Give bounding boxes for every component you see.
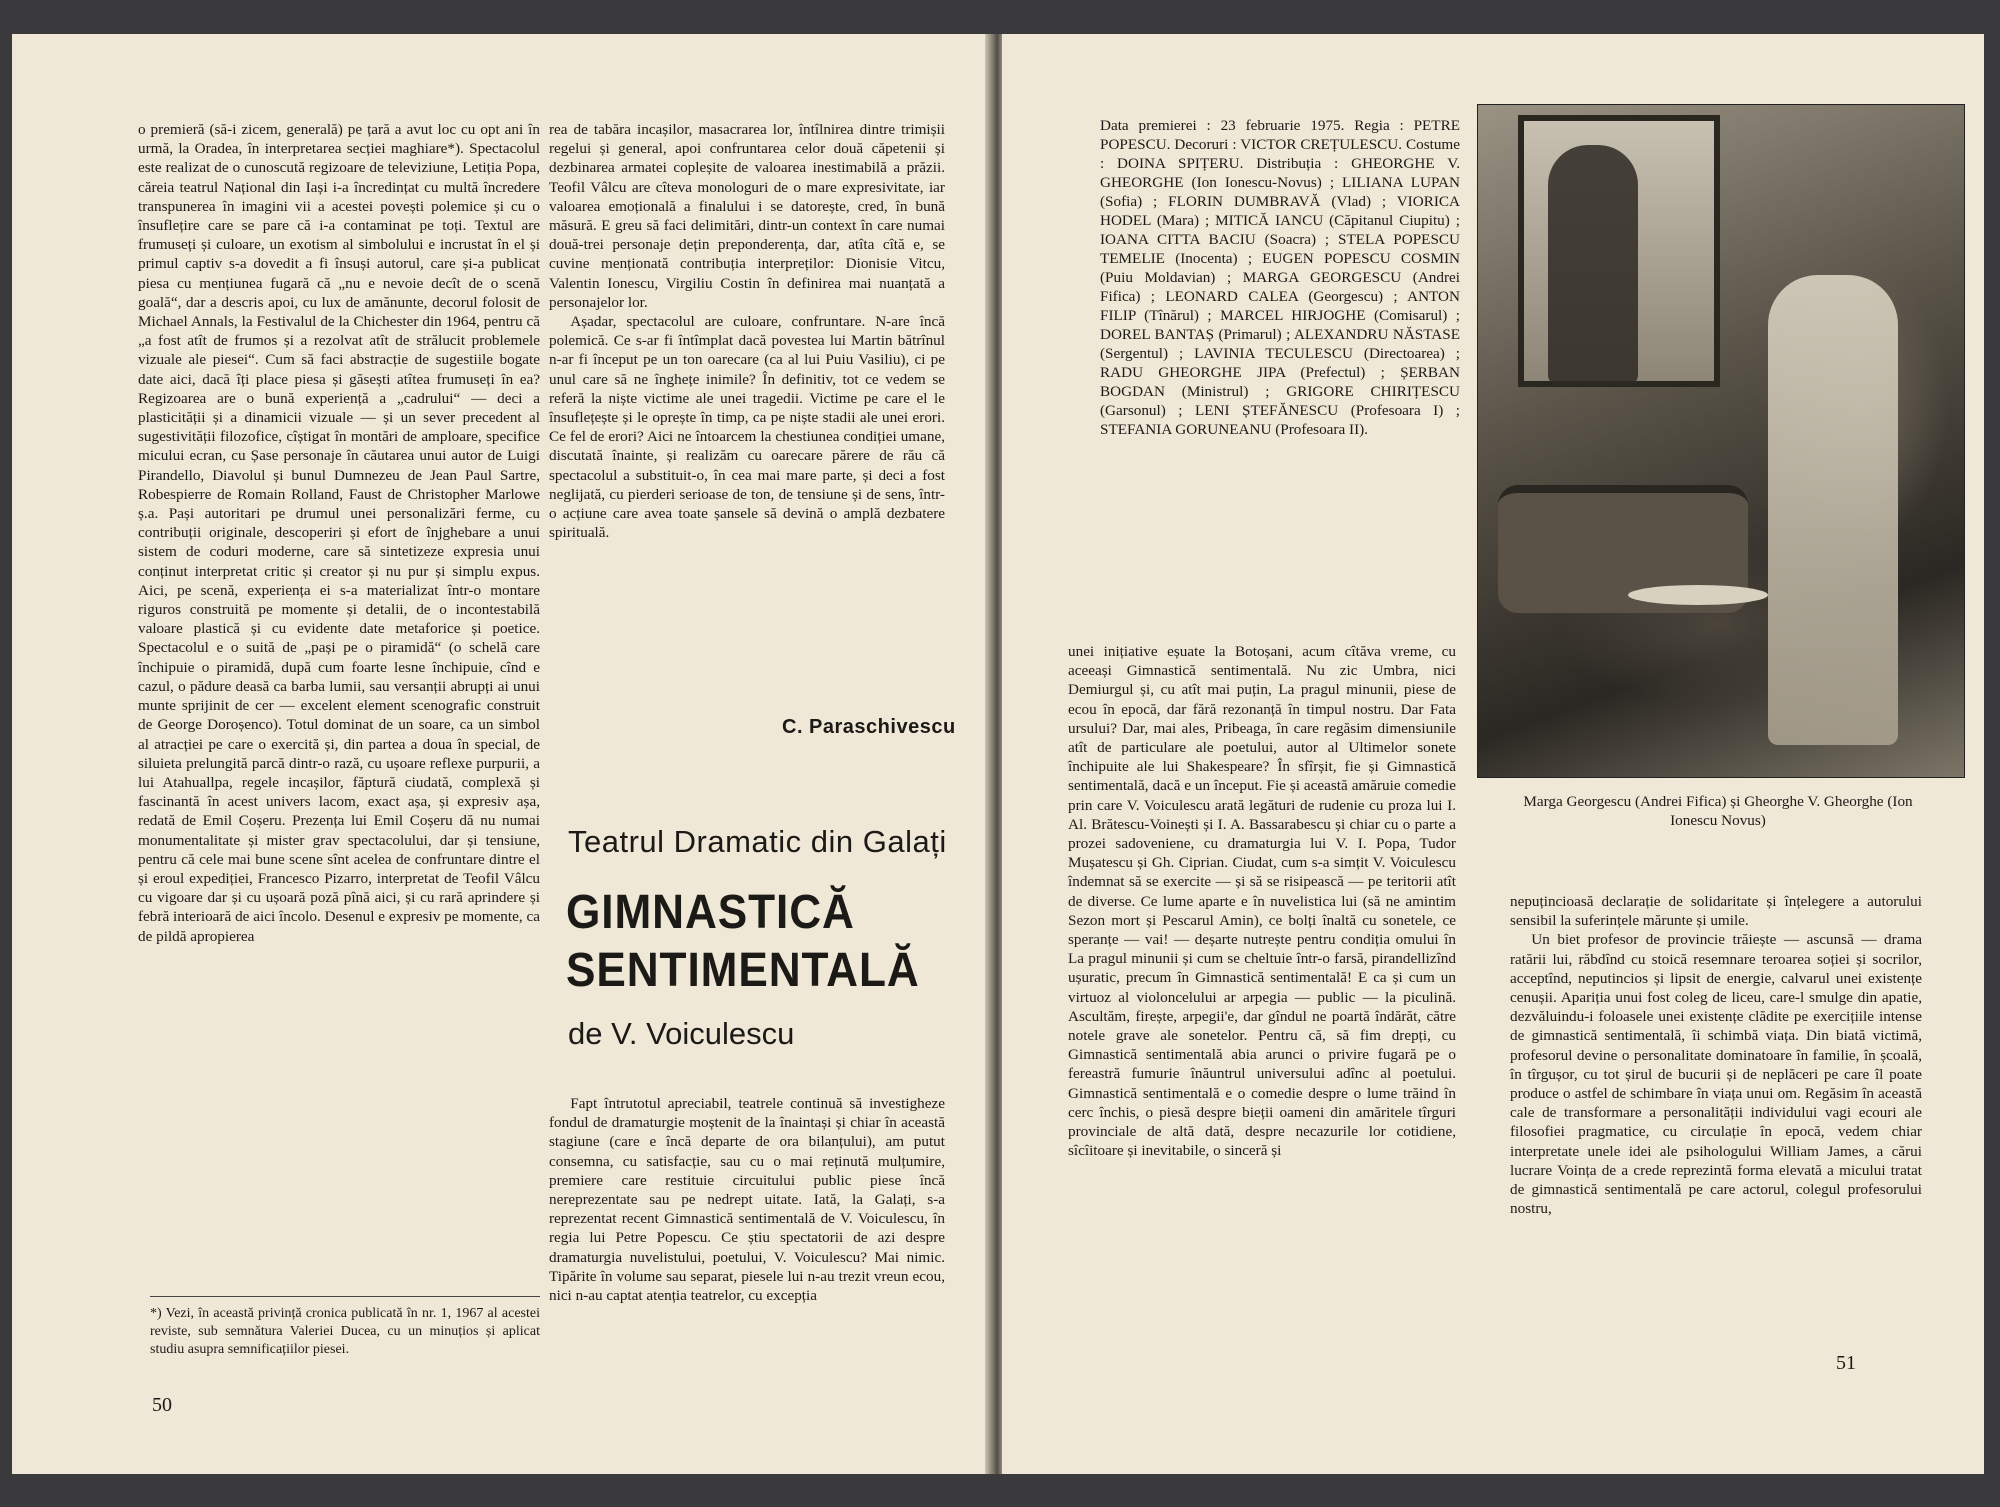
review-signature: C. Paraschivescu	[782, 716, 956, 738]
left-col-3	[549, 1094, 945, 1305]
paragraph: unei inițiative eșuate la Botoșani, acum cîtăva vreme, cu aceeași Gimnastică sentimentală. Nu zic Umbra, nici Demiurgul și, cu atît mai puțin, La pragul minunii, piese de ecou în epocă, dar fără rezonanță în timpul nostru. Dar Fata ursului? Dar, mai ales, Pribeaga, în care regăsim dimensiunile atît de particulare ale poetului, autor al Ultimelor sonete închipuite ale lui Shakespeare? În sfîrșit, fie și Gimnastică sentimentală, dacă e un început. Fie și această amăruie comedie prin care V. Voiculescu arată legături de rudenie cu proza lui I. Al. Brătescu-Voinești și I. A. Bassarabescu și chiar cu o parte a prozei sadoveniene, cu dramaturgia lui V. I. Popa, Tudor Mușatescu și Gh. Ciprian. Ciudat, cum s-a simțit V. Voiculescu îndemnat să se exercite — și să se risipească — pe teritorii atît de diverse. Ce lume aparte e în nuvelistica lui (să ne amintim Sezon mort și Pescarul Amin), ce bolți înaltă cu sonetele, ce speranțe — vai! — deșarte nutrește pentru condiția omului în La pragul minunii și cum se cheltuie într-o farsă, pirandellizînd ușuratic, precum în Gimnastică sentimentală! E ca și cum un virtuoz al violoncelului ar arpegia — public — la piculină. Ascultăm, firește, arpegii'e, dar gîndul ne poartă îndărăt, către notele grave ale sonetelor. Pentru că, să fim drepți, cu Gimnastică sentimentală abia arunci o privire fugară pe o fereastră fumurie înăuntrul universului adînc al poetului. Gimnastică sentimentală e o comedie despre o lume trăind în cerc închis, o piesă despre bieții oameni din amăritele tîrguri provinciale de altă dată, despre necazurile lor cotidiene, sîcîitoare și inevitabile, o sinceră și	[1068, 643, 1456, 1160]
footnote: *) Vezi, în această privință cronica publicată în nr. 1, 1967 al acestei reviste, sub semnătura Valeriei Ducea, cu un minuțios și aplicat studiu asupra semnificațiilor piesei.	[150, 1296, 540, 1359]
page-number-left: 50	[152, 1394, 172, 1416]
right-col-2	[1510, 892, 1922, 1218]
page-number-right: 51	[1836, 1352, 1856, 1374]
photo-figure-woman	[1548, 145, 1638, 385]
paragraph: rea de tabăra incașilor, masacrarea lor, întîlnirea dintre trimișii regelui și general, apoi confruntarea celor două căpetenii și dezbinarea armatei copleșite de valoarea inestimabilă a prăzii. Teofil Vâlcu are cîteva monologuri de o mare expresivitate, iar valoarea emoțională a finalului i se datorește, cred, în bună măsură. E greu să faci delimitări, dintr-un context în care numai două-trei personaje dețin preponderența, dar, atîta cîtă e, se cuvine menționată contribuția interpreților: Dionisie Vitcu, Valentin Ionescu, Virgiliu Costin în definirea mai nuanțată a personajelor lor.	[549, 121, 945, 311]
right-col-1	[1068, 642, 1456, 1160]
theatre-name: Teatrul Dramatic din Galați	[568, 824, 947, 859]
paragraph: Fapt întrutotul apreciabil, teatrele continuă să investigheze fondul de dramaturgie moștenit de la înaintași și chiar în această stagiune (care e încă departe de ora bilanțului), am putut consemna, cu satisfacție, sau cu o mai reținută mulțumire, premiere care restituie circuitului public piese încă nereprezentate sau pe nedrept uitate. Iată, la Galați, s-a reprezentat recent Gimnastică sentimentală de V. Voiculescu, în regia lui Petre Popescu. Ce știu spectatorii de azi despre dramaturgia nuvelistului, poetului, V. Voiculescu? Mai nimic. Tipărite în volume sau separat, piesele lui n-au trezit vreun ecou, nici n-au captat atenția teatrelor, cu excepția	[549, 1095, 945, 1305]
left-page	[12, 34, 990, 1474]
paragraph: nepuțincioasă declarație de solidaritate și înțelegere a autorului sensibil la suferințele mărunte și umile.	[1510, 893, 1922, 930]
paragraph: Un biet profesor de provincie trăiește — ascunsă — drama ratării lui, răbdînd cu stoică resemnare teroarea soției și socrilor, acceptînd, neputincios și lipsit de energie, calvarul unei existențe cenușii. Apariția unui fost coleg de liceu, care-l smulge din apatie, dezvăluindu-i foloasele unei existențe clădite pe exercițiile intense de gimnastică sentimentală, îi schimbă viața. Din biată victimă, profesorul devine o personalitate dominatoare în familie, în școală, în tîrgușor, cu tot șirul de bucurii și de neplăceri pe care îl poate produce o astfel de schimbare în viața unui om. Regăsim în această cale de transformare a personalității individului vagi ecouri ale filosofiei pragmatice, cu circulație în epocă, vedem chiar interpretate unele idei ale psihologului William James, a cărui lucrare Voința de a crede reprezintă forma elevată a micului tratat de gimnastică sentimentală pe care actorul, colegul profesorului nostru,	[1510, 931, 1922, 1218]
play-title-line-2: SENTIMENTALĂ	[566, 944, 920, 997]
photo-caption: Marga Georgescu (Andrei Fifica) și Gheorghe V. Gheorghe (Ion Ionescu Novus)	[1523, 793, 1913, 829]
production-photo	[1477, 104, 1965, 778]
photo-table	[1628, 585, 1768, 605]
play-title-line-1: GIMNASTICĂ	[566, 886, 855, 939]
paragraph: Așadar, spectacolul are culoare, confruntare. N-are încă polemică. Ce s-ar fi întîmplat dacă povestea lui Martin bătrînul n-ar fi început pe un ton oarecare (ca al lui Puiu Vasiliu), ci pe unul care să ne înghețe inimile? În definitiv, tot ce vedem se referă la niște victime ale unei tragedii. Victime pe care el le însuflețește și le oprește în timp, ca pe niște stadii ale unei erori. Ce fel de erori? Aici ne întoarcem la chestiunea condiției umane, discutată înainte, și realizăm cu oarecare părere de rău că spectacolul a substituit-o, în cea mai mare parte, și deci a fost neglijată, cu pierderi serioase de ton, de tensiune și de sens, într-o acțiune care avea toate șansele să devină o amplă dezbatere spirituală.	[549, 313, 945, 542]
photo-figure-man	[1768, 275, 1898, 745]
paragraph: o premieră (să-i zicem, generală) pe țară a avut loc cu opt ani în urmă, la Oradea, în interpretarea secției maghiare*). Spectacolul este realizat de o cunoscută regizoare de televiziune, Letiția Popa, căreia teatrul Național din Iași i-a încredințat cu multă încredere transpunerea în imagini vii a acestei povești polemice și cu o însuflețire care se pare că i-a contaminat pe toți. Textul are frumuseți și culoare, un exotism al simbolului e incrustat în el și primul captiv s-a dovedit a fi însuși autorul, care și-a publicat piesa cu mențiunea fugară că „nu e nevoie decît de o scenă goală“, dar a descris apoi, cu lux de amănunte, decorul folosit de Michael Annals, la Festivalul de la Chichester din 1964, pentru că „a fost atît de frumos și a rezolvat atît de strălucit problemele vizuale ale piesei“. Cum să faci abstracție de sugestiile bogate date aici, dacă îți place piesa și găsești atîtea frumuseți în ea? Regizoarea are o bună experiență a „cadrului“ — deci a plasticității și a dinamicii vizuale — și un sever precedent al sugestivității filozofice, cîștigat în montări de amploare, specifice micului ecran, cu Șase personaje în căutarea unui autor de Luigi Pirandello, Diavolul și bunul Dumnezeu de Jean Paul Sartre, Robespierre de Romain Rolland, Faust de Christopher Marlowe ș.a. Pași autoritari pe drumul unei personalizări ferme, cu contribuții originale, descoperiri și efort de înjghebare a unui sistem de coduri moderne, care să sintetizeze expresia unui conținut interpretat critic și creator și nu pur și simplu expus. Aici, pe scenă, experiența ei s-a materializat într-o montare riguros construită pe momente și detalii, de o incontestabilă valoare plastică și cu evidente date metaforice și poetice. Spectacolul e o suită de „pași pe o piramidă“ (o schelă care închipuie o piramidă, după cum foarte lesne închipuie, cînd e cazul, o pădure deasă ca barba lumii, sau versanții abrupți ai unui munte sprijinit de cer — excelent element scenografic construit de George Doroșenco). Totul dominat de un soare, ca un simbol al atracției pe care o exercită și, din partea a doua în special, de siluieta prelungită parcă dintr-o rază, cu ușoare reflexe purpurii, a lui Atahuallpa, regele incașilor, făptură ciudată, complexă și fascinantă în acest univers lacom, exact așa, și expresiv așa, redată de Emil Coșeru. Prezența lui Emil Coșeru dă nu numai monumentalitate și mister grav spectacolului, dar și tensiune, pentru că cele mai bune scene sînt acelea de confruntare dintre el și eroul expediției, Francesco Pizarro, interpretat de Teofil Vâlcu cu vigoare dar și cu ușoară poză pînă aici, și cu rară aprindere și febră interioară de aici încolo. Desenul e expresiv pe momente, ca de pildă apropierea	[138, 121, 540, 945]
left-col-2	[549, 120, 945, 542]
play-author: de V. Voiculescu	[568, 1016, 795, 1051]
play-title	[566, 884, 920, 1000]
production-credits: Data premierei : 23 februarie 1975. Regia : PETRE POPESCU. Decoruri : VICTOR CREȚULESCU. Costume : DOINA SPIȚERU. Distribuția : GHEORGHE V. GHEORGHE (Ion Ionescu-Novus) ; LILIANA LUPAN (Sofia) ; FLORIN DUMBRAVĂ (Vlad) ; VIORICA HODEL (Mara) ; MITICĂ IANCU (Căpitanul Ciupitu) ; IOANA CITTA BACIU (Soacra) ; STELA POPESCU TEMELIE (Inocenta) ; EUGEN POPESCU COSMIN (Puiu Moldavian) ; MARGA GEORGESCU (Andrei Fifica) ; LEONARD CALEA (Georgescu) ; ANTON FILIP (Tînărul) ; MARCEL HIRJOGHE (Comisarul) ; DOREL BANTAȘ (Primarul) ; ALEXANDRU NĂSTASE (Sergentul) ; LAVINIA TECULESCU (Directoarea) ; RADU GHEORGHE JIPA (Prefectul) ; ȘERBAN BOGDAN (Ministrul) ; GRIGORE CHIRIȚESCU (Garsonul) ; LENI ȘTEFĂNESCU (Profesoara I) ; STEFANIA GORUNEANU (Profesoara II).	[1100, 117, 1460, 438]
left-col-1	[138, 120, 540, 946]
